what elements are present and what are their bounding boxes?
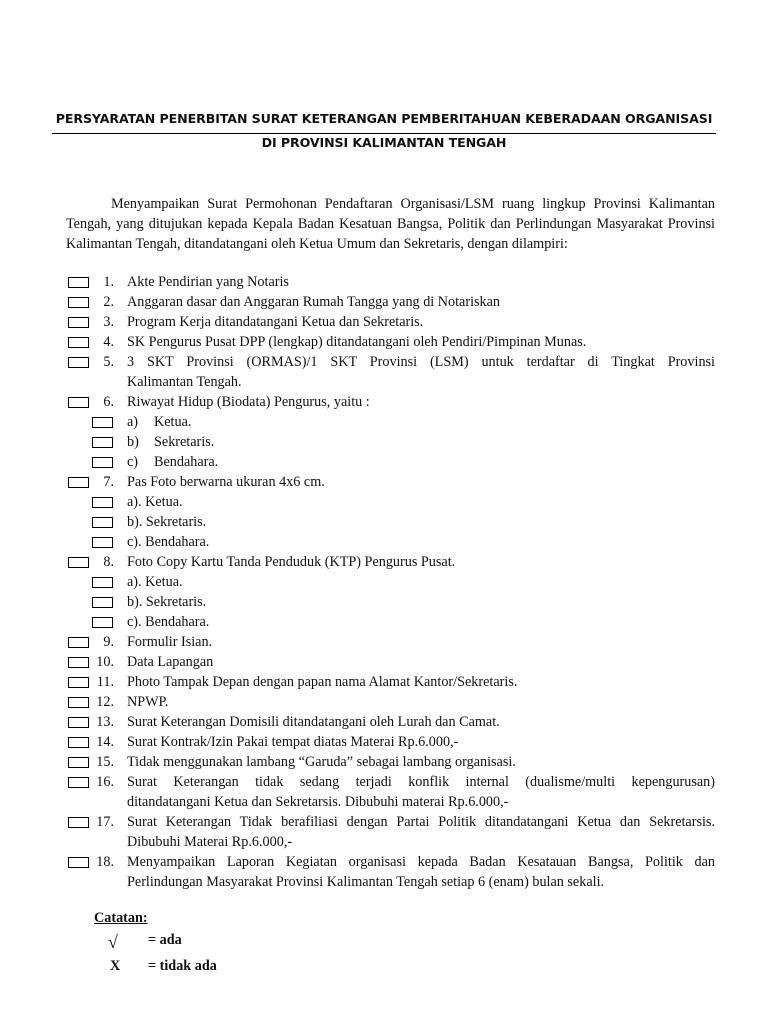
item-number: 7. bbox=[103, 474, 114, 490]
legend-row-absent bbox=[94, 958, 394, 980]
document-title-line2: DI PROVINSI KALIMANTAN TENGAH bbox=[261, 135, 507, 150]
item-text: SK Pengurus Pusat DPP (lengkap) ditandatangani oleh Pendiri/Pimpinan Munas. bbox=[127, 334, 587, 350]
title-underline bbox=[52, 133, 716, 134]
item-number: 6. bbox=[103, 394, 114, 410]
item-text: Data Lapangan bbox=[127, 654, 214, 670]
item-number: 16. bbox=[96, 774, 114, 790]
checkbox-empty[interactable] bbox=[92, 537, 113, 548]
subitem-text: Sekretaris. bbox=[154, 434, 215, 450]
item-text: Surat Keterangan tidak sedang terjadi konflik internal (dualisme/multi kepengurusan) bbox=[127, 774, 715, 790]
item-text: 3 SKT Provinsi (ORMAS)/1 SKT Provinsi (LSM) untuk terdaftar di Tingkat Provinsi bbox=[127, 354, 715, 370]
notes-title: Catatan: bbox=[94, 910, 148, 926]
item-text: NPWP. bbox=[127, 694, 169, 710]
item-text: Riwayat Hidup (Biodata) Pengurus, yaitu : bbox=[127, 394, 370, 410]
subitem-letter: a) bbox=[127, 414, 139, 430]
item-number: 15. bbox=[96, 754, 114, 770]
item-number: 17. bbox=[96, 814, 114, 830]
item-text-continuation: Perlindungan Masyarakat Provinsi Kalimantan Tengah setiap 6 (enam) bulan sekali. bbox=[127, 874, 605, 890]
item-text: Program Kerja ditandatangani Ketua dan Sekretaris. bbox=[127, 314, 424, 330]
checkbox-empty[interactable] bbox=[92, 417, 113, 428]
item-number: 14. bbox=[96, 734, 114, 750]
item-number: 4. bbox=[103, 334, 114, 350]
item-text: Akte Pendirian yang Notaris bbox=[127, 274, 289, 290]
subitem-text: b). Sekretaris. bbox=[127, 594, 207, 610]
item-text: Surat Kontrak/Izin Pakai tempat diatas Materai Rp.6.000,- bbox=[127, 734, 459, 750]
item-text: Surat Keterangan Domisili ditandatangani oleh Lurah dan Camat. bbox=[127, 714, 500, 730]
item-text: Surat Keterangan Tidak berafiliasi dengan Partai Politik ditandatangani Ketua dan Sekretarsis. bbox=[127, 814, 715, 830]
item-text: Foto Copy Kartu Tanda Penduduk (KTP) Pengurus Pusat. bbox=[127, 554, 456, 570]
item-number: 18. bbox=[96, 854, 114, 870]
subitem-letter: b) bbox=[127, 434, 139, 450]
subitem-text: Bendahara. bbox=[154, 454, 219, 470]
item-number: 12. bbox=[96, 694, 114, 710]
document-title-line1: PERSYARATAN PENERBITAN SURAT KETERANGAN PEMBERITAHUAN KEBERADAAN ORGANISASI bbox=[55, 111, 713, 126]
checkbox-empty[interactable] bbox=[92, 437, 113, 448]
item-number: 1. bbox=[103, 274, 114, 290]
checkbox-empty[interactable] bbox=[92, 497, 113, 508]
item-number: 9. bbox=[103, 634, 114, 650]
item-number: 8. bbox=[103, 554, 114, 570]
item-number: 3. bbox=[103, 314, 114, 330]
item-number: 2. bbox=[103, 294, 114, 310]
subitem-text: c). Bendahara. bbox=[127, 614, 210, 630]
item-text-continuation: ditandatangani Ketua dan Sekretarsis. Dibubuhi materai Rp.6.000,- bbox=[127, 794, 509, 810]
notes-section bbox=[94, 910, 217, 974]
subitem-text: c). Bendahara. bbox=[127, 534, 210, 550]
subitem-letter: c) bbox=[127, 454, 139, 470]
item-text: Anggaran dasar dan Anggaran Rumah Tangga yang di Notariskan bbox=[127, 294, 501, 310]
item-number: 11. bbox=[96, 674, 114, 690]
x-mark-icon: X bbox=[110, 958, 121, 974]
subitem-text: a). Ketua. bbox=[127, 494, 183, 510]
check-mark-icon: √ bbox=[108, 932, 118, 952]
legend-present-label: = ada bbox=[148, 932, 182, 948]
item-text-continuation: Kalimantan Tengah. bbox=[127, 374, 242, 390]
checkbox-empty[interactable] bbox=[92, 597, 113, 608]
item-text-continuation: Dibubuhi Materai Rp.6.000,- bbox=[127, 834, 293, 850]
subitem-text: b). Sekretaris. bbox=[127, 514, 207, 530]
checkbox-empty[interactable] bbox=[92, 517, 113, 528]
item-number: 5. bbox=[103, 354, 114, 370]
item-text: Formulir Isian. bbox=[127, 634, 213, 650]
intro-paragraph: Menyampaikan Surat Permohonan Pendaftaran Organisasi/LSM ruang lingkup Provinsi Kalimantan Tengah, yang ditujukan kepada Kepala Badan Kesatuan Bangsa, Politik dan Perlindungan Masyarakat Provinsi Kalimantan Tengah, ditandatangani oleh Ketua Umum dan Sekretaris, dengan dilampiri: bbox=[66, 196, 715, 252]
subitem-text: Ketua. bbox=[154, 414, 192, 430]
checkbox-empty[interactable] bbox=[92, 577, 113, 588]
item-number: 10. bbox=[96, 654, 114, 670]
item-text: Tidak menggunakan lambang “Garuda” sebagai lambang organisasi. bbox=[127, 754, 516, 770]
item-text: Photo Tampak Depan dengan papan nama Alamat Kantor/Sekretaris. bbox=[127, 674, 518, 690]
subitem-text: a). Ketua. bbox=[127, 574, 183, 590]
legend-absent-label: = tidak ada bbox=[148, 958, 217, 974]
item-text: Pas Foto berwarna ukuran 4x6 cm. bbox=[127, 474, 325, 490]
item-number: 13. bbox=[96, 714, 114, 730]
checkbox-empty[interactable] bbox=[92, 617, 113, 628]
item-text: Menyampaikan Laporan Kegiatan organisasi kepada Badan Kesatauan Bangsa, Politik dan bbox=[127, 854, 715, 870]
checkbox-empty[interactable] bbox=[92, 457, 113, 468]
legend-row-present bbox=[94, 932, 394, 954]
